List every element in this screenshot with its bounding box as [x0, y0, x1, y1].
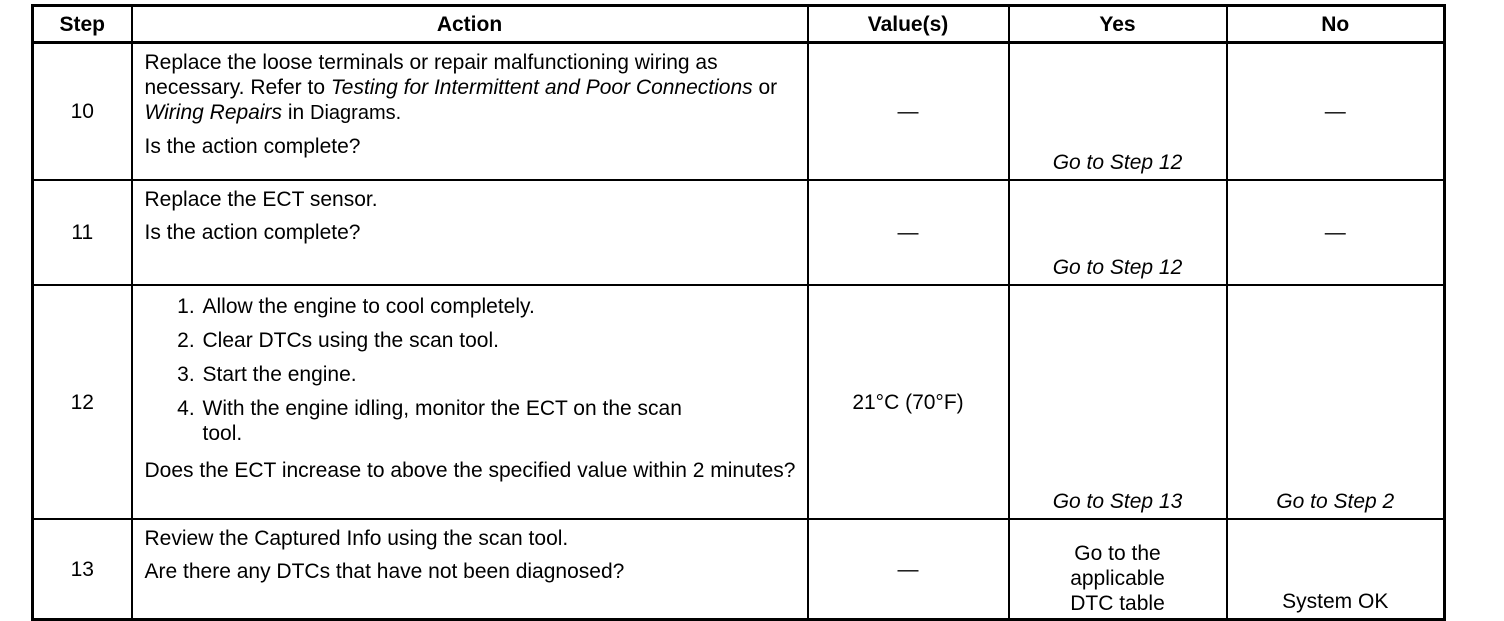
- action-cell: [132, 285, 808, 519]
- table-row: [33, 43, 1445, 181]
- action-question: Is the action complete?: [144, 221, 361, 244]
- action-steps-list: [145, 294, 797, 446]
- step-number: 12: [33, 285, 132, 519]
- reference-link: Testing for Intermittent and Poor Connections: [330, 76, 753, 99]
- step-number: 10: [33, 43, 132, 181]
- list-item: 4. With the engine idling, monitor the ECT on the scan tool.: [201, 396, 723, 446]
- yes-cell: Go to Step 13: [1009, 285, 1227, 519]
- header-no: No: [1227, 6, 1445, 43]
- reference-link: Wiring Repairs: [144, 101, 283, 124]
- list-item: 1. Allow the engine to cool completely.: [201, 294, 797, 319]
- yes-cell: Go to Step 12: [1009, 43, 1227, 181]
- action-question: Are there any DTCs that have not been diagnosed?: [144, 560, 625, 583]
- diagnostic-table: [31, 4, 1446, 621]
- action-cell: [132, 180, 808, 285]
- list-item: 3. Start the engine.: [201, 362, 797, 387]
- yes-cell: Go to the applicable DTC table: [1009, 519, 1227, 620]
- header-values: Value(s): [808, 6, 1009, 43]
- action-question: Does the ECT increase to above the specified value within 2 minutes?: [144, 459, 796, 482]
- step-number: 11: [33, 180, 132, 285]
- value-cell: 21°C (70°F): [808, 285, 1009, 519]
- action-text: Replace the loose terminals or repair malfunctioning wiring as necessary. Refer to Testing for Intermittent and Poor Connections or Wiring Repairs in Diagrams.: [144, 51, 778, 124]
- value-cell: —: [808, 43, 1009, 181]
- value-cell: —: [808, 180, 1009, 285]
- no-cell: —: [1227, 180, 1445, 285]
- action-cell: [132, 519, 808, 620]
- header-yes: Yes: [1009, 6, 1227, 43]
- table-row: [33, 180, 1445, 285]
- table-row: [33, 519, 1445, 620]
- table-row: [33, 285, 1445, 519]
- header-step: Step: [33, 6, 132, 43]
- header-action: Action: [132, 6, 808, 43]
- value-cell: —: [808, 519, 1009, 620]
- action-question: Is the action complete?: [144, 135, 361, 158]
- step-number: 13: [33, 519, 132, 620]
- action-text: Review the Captured Info using the scan tool.: [144, 527, 569, 550]
- header-row: [33, 6, 1445, 43]
- no-cell: System OK: [1227, 519, 1445, 620]
- action-text: Replace the ECT sensor.: [144, 188, 378, 211]
- list-item: 2. Clear DTCs using the scan tool.: [201, 328, 797, 353]
- no-cell: Go to Step 2: [1227, 285, 1445, 519]
- action-cell: [132, 43, 808, 181]
- no-cell: —: [1227, 43, 1445, 181]
- yes-cell: Go to Step 12: [1009, 180, 1227, 285]
